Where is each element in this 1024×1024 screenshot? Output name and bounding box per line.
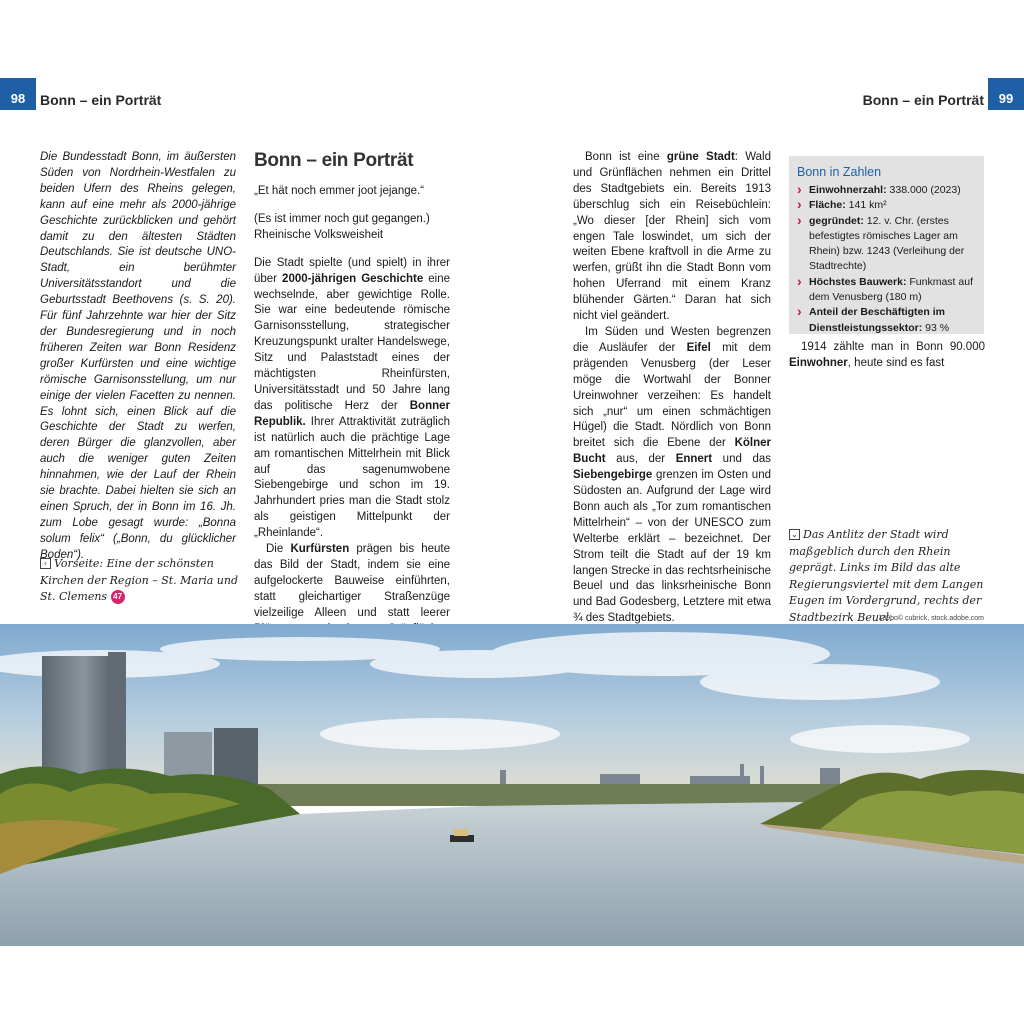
fact-item: › gegründet: 12. v. Chr. (erstes befestigtes römisches Lager am Rhein) bzw. 1243 (Verleihung der Stadtrechte) xyxy=(797,214,976,275)
page-number-right: 99 xyxy=(988,78,1024,110)
article-column-3 xyxy=(789,340,985,372)
article-paragraph-2: Die Kurfürsten prägen bis heute das Bild der Stadt, indem sie eine aufgelockerte Bauweise einführten, statt gleichartiger Straßenzüge vielzeilige Alleen und statt leerer xyxy=(254,543,451,619)
quote-source: Rheinische Volksweisheit xyxy=(254,228,384,241)
fact-item: › Anteil der Beschäftigten im Dienstleistungssektor: 93 % xyxy=(797,305,976,336)
fact-item: › Höchstes Bauwerk: Funkmast auf dem Venusberg (180 m) xyxy=(797,275,976,306)
down-arrow-box-icon: ⌄ xyxy=(789,529,800,540)
facts-title: Bonn in Zahlen xyxy=(797,165,882,179)
quote-translation: (Es ist immer noch gut gegangen.) xyxy=(254,212,430,225)
article-paragraph-4: Im Süden und Westen begrenzen die Ausläufer der Eifel mit dem prägenden Venusberg (der Leser möge die Wortwahl der Bonner Ureinwohner verzeihen: Es handelt sich „nur“ um einen schmächtigen Hügel) die Stadt. Nördlich von Bonn breitet sich die Ebene der Kölner Bucht aus, der Ennert und das Siebengebirge grenzen im Osten und Südosten an. Aufgrund der Lage wird Bonn auch als „Tor zum romantischen Mittelrhein“ – von der UNESCO zum Welterbe erklärt – bezeichnet. Der Strom teilt die Stadt auf der 19 km langen Strecke in das rechtsrheinische Beuel und das linksrheinische Bonn und Bad Godesberg, Letztere mit etwa ¾ des Stadtgebiets. xyxy=(573,325,771,625)
photo-credit: 139bo© cubrick, stock.adobe.com xyxy=(878,615,984,622)
article-title: Bonn – ein Porträt xyxy=(254,150,414,171)
left-arrow-box-icon: ‹ xyxy=(40,558,51,569)
article-quote: „Et hät noch emmer joot jejange.“ xyxy=(254,185,425,197)
running-head-right: Bonn – ein Porträt xyxy=(862,92,984,108)
rhine-panorama-photo xyxy=(0,624,1024,946)
right-caption xyxy=(789,527,987,626)
intro-column xyxy=(40,150,236,564)
right-caption-text: Das Antlitz der Stadt wird maßgeblich durch den Rhein geprägt. Links im Bild das alte Regierungsviertel mit dem Langen Eugen im Vordergrund, rechts der Stadtbezirk Beuel. xyxy=(789,528,984,624)
left-caption-text: Vorseite: Eine der schönsten Kirchen der Region – St. Maria und St. Clemens xyxy=(40,557,238,603)
reference-badge: 47 xyxy=(111,590,125,604)
facts-box xyxy=(789,156,984,334)
left-caption xyxy=(40,556,240,606)
page-number-left: 98 xyxy=(0,78,36,110)
fact-item: › Einwohnerzahl: 338.000 (2023) xyxy=(797,183,976,198)
article-paragraph-5: 1914 zählte man in Bonn 90.000 Einwohner, heute sind es fast xyxy=(789,341,985,369)
fact-item: › Fläche: 141 km² xyxy=(797,198,976,213)
intro-text: Die Bundesstadt Bonn, im äußersten Süden von Nordrhein-Westfalen zu beiden Ufern des Rheins gelegen, kann auf eine mehr als 2000-jährige Geschichte zurückblicken und gehört damit zu den ältesten Städten Deutschlands. Sie ist deutsche UNO-Stadt, ein berühmter Universitätsstandort und die Geburtsstadt Beethovens (s. S. 20). Für fünf Jahrzehnte war hier der Sitz der Bundesregierung und in noch früheren Zeiten war Bonn Residenz großer Kurfürsten und eine wichtige römische Garnisonsstellung, um nur einige der vielen Facetten zu nennen. Es lohnt sich, einen Blick auf die Geschichte der Stadt zu werfen, deren Bürger die glanzvollen, aber auch die weniger guten Zeiten hinnahmen, wie der Lauf der Rhein sie brachte. Dabei hielten sie sich an einen Spruch, der in Bonn im 16. Jh. zum Lobe gesagt wurde: „Bonna solum felix“ („Bonn, du glücklicher Boden“). xyxy=(40,151,236,561)
running-head-left: Bonn – ein Porträt xyxy=(40,92,162,108)
article-paragraph-1: Die Stadt spielte (und spielt) in ihrer über 2000-jährigen Geschichte eine wechselnde, aber gewichtige Rolle. Sie war eine bedeutende römische Garnisonsstellung, strategischer Kreuzungspunkt uralter Handelswege, Sitz und Palaststadt eines der mächtigsten Rheinfürsten, Universitätsstadt und 50 Jahre lang das politische Herz der Bonner Republik. Ihrer Attraktivität zuträglich ist natürlich auch die prächtige Lage am romantischen Mittelrhein mit Blick auf das sagenumwobene Siebengebirge und schon im 19. Jahrhundert pries man die Stadt stolz als geistigen Mittelpunkt der „Rheinlande“. xyxy=(254,256,450,540)
facts-list xyxy=(797,183,976,336)
article-paragraph-3: Bonn ist eine grüne Stadt: Wald und Grünflächen nehmen ein Drittel des Stadtgebiets ein. Bereits 1913 überschlug sich ein Reisebüchlein: „Wo dieser [der Rhein] sich vom engen Tale loswindet, um sich der weiten Ebene kraftvoll in die Arme zu werfen, grüßt ihn die Stadt Bonn vom hohen Uferrand mit einem Kranz blühender Gärten.“ Daran hat sich nicht viel geändert. xyxy=(573,151,772,323)
article-column-2 xyxy=(573,150,771,627)
